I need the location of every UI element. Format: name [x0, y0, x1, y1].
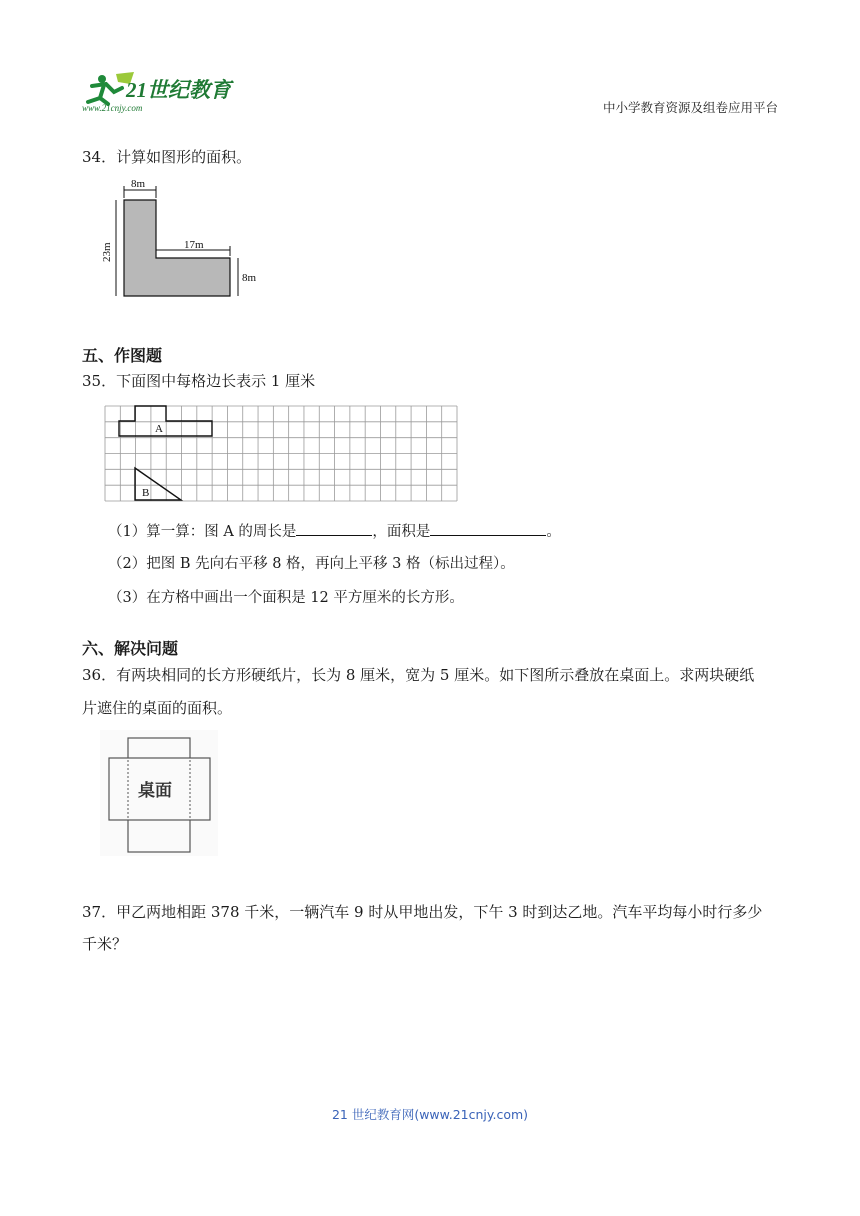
section-title-5: 五、作图题	[82, 346, 163, 365]
sub-question-2: （2）把图 B 先向右平移 8 格，再向上平移 3 格（标出过程）。	[108, 556, 515, 572]
label-a: A	[155, 423, 163, 435]
overlap-cards-figure	[100, 730, 218, 856]
figure-a	[119, 406, 212, 436]
section-title-6: 六、解决问题	[82, 639, 179, 658]
logo-text: 21世纪教育	[126, 78, 231, 102]
label-left-23m: 23m	[101, 242, 113, 262]
platform-name: 中小学教育资源及组卷应用平台	[602, 100, 778, 115]
label-desktop: 桌面	[138, 781, 172, 800]
grid-figure	[104, 405, 458, 502]
question-34: 34．计算如图形的面积。	[82, 148, 252, 166]
site-logo	[78, 70, 246, 114]
label-b: B	[142, 487, 150, 499]
l-shape-figure	[98, 176, 268, 302]
label-right-8m: 8m	[242, 272, 257, 284]
sub-question-3: （3）在方格中画出一个面积是 12 平方厘米的长方形。	[108, 590, 464, 606]
question-36-line2: 片遮住的桌面的面积。	[82, 699, 233, 717]
logo-url: www.21cnjy.com	[82, 103, 143, 113]
question-37-line2: 千米？	[82, 935, 128, 953]
sub-question-1: （1）算一算：图 A 的周长是 ，面积是 。	[108, 520, 561, 541]
question-37-line1: 37．甲乙两地相距 378 千米，一辆汽车 9 时从甲地出发，下午 3 时到达乙地。汽车平均每小时行多少	[82, 903, 763, 921]
label-middle-17m: 17m	[184, 239, 204, 251]
label-top-8m: 8m	[131, 178, 146, 190]
answer-blank-area[interactable]	[430, 521, 546, 536]
question-35: 35．下面图中每格边长表示 1 厘米	[82, 372, 316, 390]
question-36-line1: 36．有两块相同的长方形硬纸片，长为 8 厘米，宽为 5 厘米。如下图所示叠放在桌面上。求两块硬纸	[82, 666, 755, 684]
answer-blank-perimeter[interactable]	[296, 521, 372, 536]
footer[interactable]: 21 世纪教育网(www.21cnjy.com)	[331, 1107, 529, 1122]
